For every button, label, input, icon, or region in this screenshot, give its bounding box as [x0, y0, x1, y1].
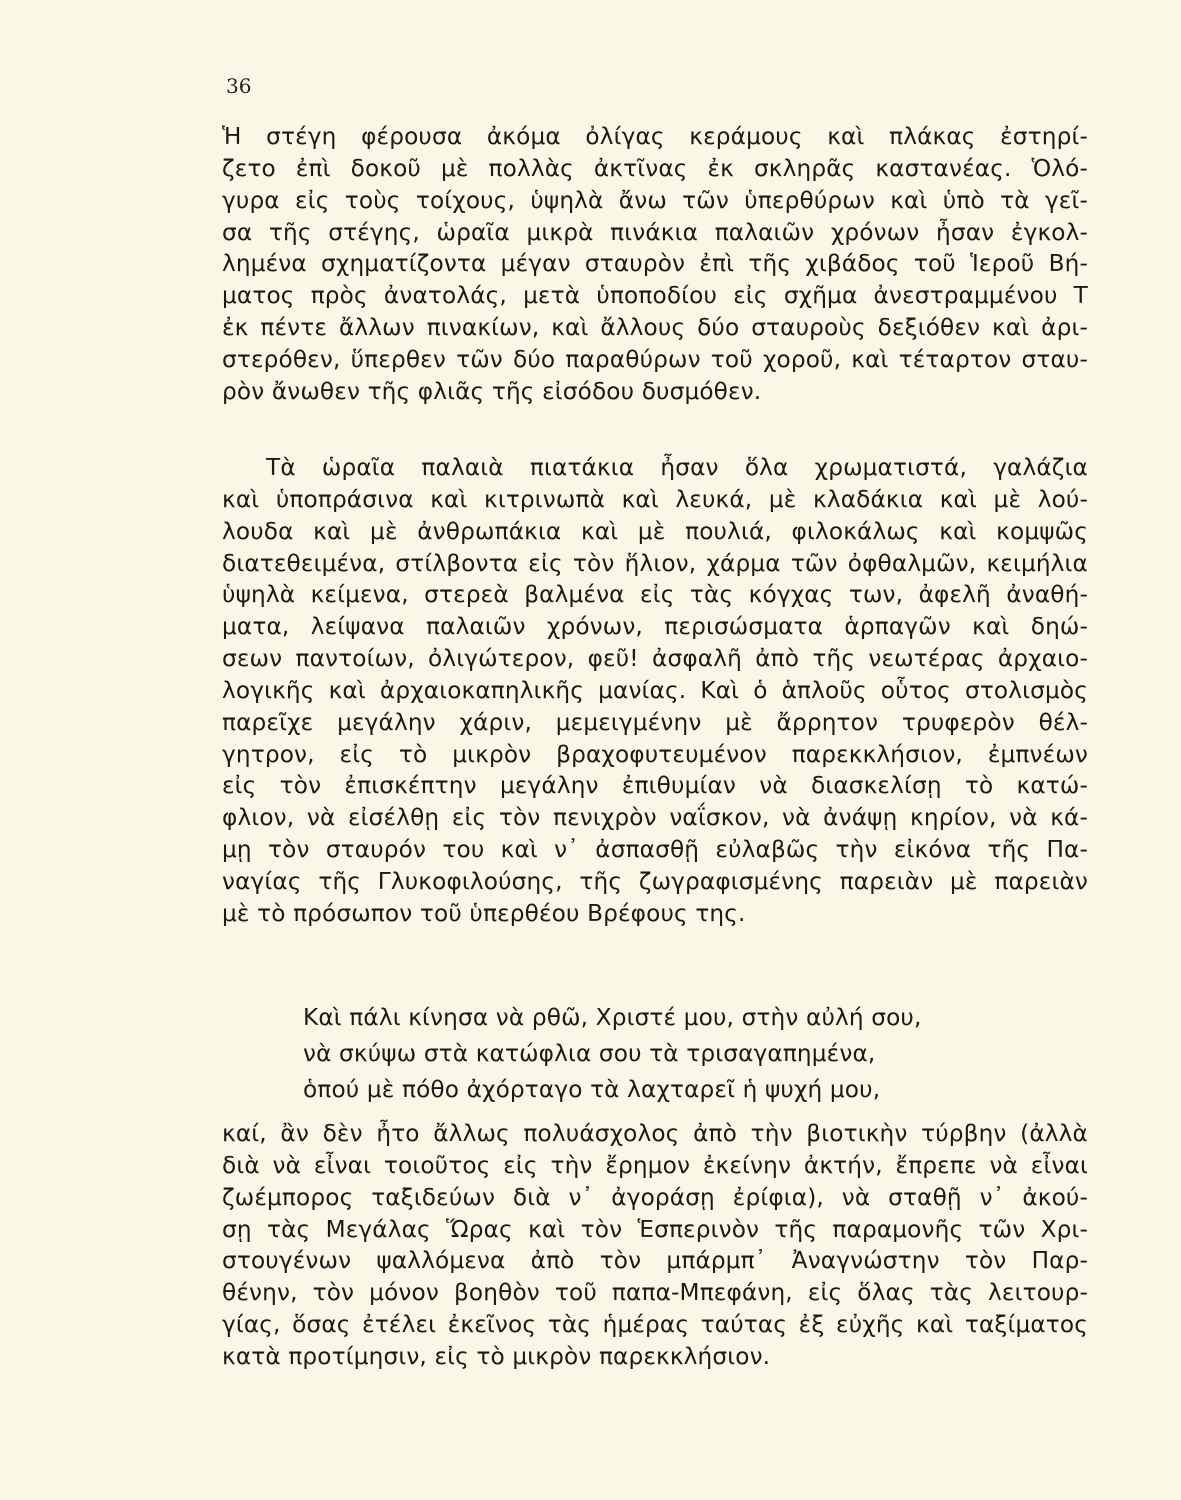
verse-line: ὁπού μὲ πόθο ἀχόρταγο τὰ λαχταρεῖ ἡ ψυχή μου, — [303, 1076, 881, 1103]
text-line: ὑψηλὰ κείμενα, στερεὰ βαλμένα εἰς τὰς κόγχας των, ἀφελῆ ἀναθή- — [222, 581, 1088, 609]
text-line: λουδα καὶ μὲ ἀνθρωπάκια καὶ μὲ πουλιά, φιλοκάλως καὶ κομψῶς — [222, 517, 1088, 545]
page-number: 36 — [226, 74, 252, 98]
text-line: εἰς τὸν ἐπισκέπτην μεγάλην ἐπιθυμίαν νὰ διασκελίσῃ τὸ κατώ- — [222, 772, 1088, 800]
text-line: θένην, τὸν μόνον βοηθὸν τοῦ παπα-Μπεφάνη, εἰς ὅλας τὰς λειτουρ- — [222, 1279, 1088, 1307]
verse-line: Καὶ πάλι κίνησα νὰ ρθῶ, Χριστέ μου, στὴν αὐλή σου, — [303, 1004, 922, 1031]
text-line: σῃ τὰς Μεγάλας Ὥρας καὶ τὸν Ἑσπερινὸν τῆς παραμονῆς τῶν Χρι- — [222, 1215, 1088, 1243]
text-line: παρεῖχε μεγάλην χάριν, μεμειγμένην μὲ ἄρρητον τρυφερὸν θέλ- — [222, 708, 1088, 736]
text-line: φλιον, νὰ εἰσέλθῃ εἰς τὸν πενιχρὸν ναΐσκον, νὰ ἀνάψῃ κηρίον, νὰ κά- — [222, 804, 1088, 832]
text-line: λημένα σχηματίζοντα μέγαν σταυρὸν ἐπὶ τῆς χιβάδος τοῦ Ἱεροῦ Βή- — [222, 250, 1088, 278]
text-line: στερόθεν, ὕπερθεν τῶν δύο παραθύρων τοῦ χοροῦ, καὶ τέταρτον σταυ- — [222, 345, 1088, 373]
text-line: σα τῆς στέγης, ὡραῖα μικρὰ πινάκια παλαιῶν χρόνων ἦσαν ἐγκολ- — [222, 218, 1088, 246]
paragraph-3 — [222, 1118, 1088, 1373]
text-line: ζετο ἐπὶ δοκοῦ μὲ πολλὰς ἀκτῖνας ἐκ σκληρᾶς καστανέας. Ὁλό- — [222, 154, 1088, 182]
text-line: στουγένων ψαλλόμενα ἀπὸ τὸν μπάρμπ᾿ Ἀναγνώστην τὸν Παρ- — [222, 1247, 1088, 1275]
text-line: μὲ τὸ πρόσωπον τοῦ ὑπερθέου Βρέφους της. — [222, 899, 746, 927]
text-line: γητρον, εἰς τὸ μικρὸν βραχοφυτευμένον παρεκκλήσιον, ἐμπνέων — [222, 740, 1088, 768]
text-line: καὶ ὑποπράσινα καὶ κιτρινωπὰ καὶ λευκά, μὲ κλαδάκια καὶ μὲ λού- — [222, 485, 1088, 513]
text-line: ρὸν ἄνωθεν τῆς φλιᾶς τῆς εἰσόδου δυσμόθεν. — [222, 377, 762, 405]
text-line: Ἡ στέγη φέρουσα ἀκόμα ὀλίγας κεράμους καὶ πλάκας ἐστηρί- — [222, 123, 1088, 150]
text-line: μῃ τὸν σταυρόν του καὶ ν᾿ ἀσπασθῇ εὐλαβῶς τὴν εἰκόνα τῆς Πα- — [222, 836, 1088, 864]
text-line: γίας, ὅσας ἐτέλει ἐκεῖνος τὰς ἡμέρας ταύτας ἐξ εὐχῆς καὶ ταξίματος — [222, 1311, 1088, 1339]
text-line: καί, ἂν δὲν ἦτο ἄλλως πολυάσχολος ἀπὸ τὴν βιοτικὴν τύρβην (ἀλλὰ — [222, 1120, 1088, 1147]
text-line: σεων παντοίων, ὀλιγώτερον, φεῦ! ἀσφαλῆ ἀπὸ τῆς νεωτέρας ἀρχαιο- — [222, 645, 1088, 673]
text-line: ναγίας τῆς Γλυκοφιλούσης, τῆς ζωγραφισμένης παρειὰν μὲ παρειὰν — [222, 867, 1088, 895]
text-line: διατεθειμένα, στίλβοντα εἰς τὸν ἥλιον, χάρμα τῶν ὀφθαλμῶν, κειμήλια — [222, 549, 1088, 577]
text-line: ματος πρὸς ἀνατολάς, μετὰ ὑποποδίου εἰς σχῆμα ἀνεστραμμένου Τ — [222, 282, 1088, 310]
text-line: ματα, λείψανα παλαιῶν χρόνων, περισώσματα ἁρπαγῶν καὶ δηώ- — [222, 613, 1088, 641]
paragraph-2 — [222, 452, 1088, 930]
text-line: κατὰ προτίμησιν, εἰς τὸ μικρὸν παρεκκλήσιον. — [222, 1342, 771, 1370]
verse-line: νὰ σκύψω στὰ κατώφλια σου τὰ τρισαγαπημένα, — [303, 1040, 876, 1067]
text-line: λογικῆς καὶ ἀρχαιοκαπηλικῆς μανίας. Καὶ ὁ ἁπλοῦς οὗτος στολισμὸς — [222, 676, 1088, 704]
text-line: γυρα εἰς τοὺς τοίχους, ὑψηλὰ ἄνω τῶν ὑπερθύρων καὶ ὑπὸ τὰ γεῖ- — [222, 186, 1088, 214]
paragraph-1 — [222, 121, 1088, 408]
verse-quote — [303, 1000, 1023, 1108]
text-line: ζωέμπορος ταξιδεύων διὰ ν᾿ ἀγοράσῃ ἐρίφια), νὰ σταθῇ ν᾿ ἀκού- — [222, 1183, 1088, 1211]
text-line: Τὰ ὡραῖα παλαιὰ πιατάκια ἦσαν ὅλα χρωματιστά, γαλάζια — [266, 454, 1088, 481]
text-line: διὰ νὰ εἶναι τοιοῦτος εἰς τὴν ἔρημον ἐκείνην ἀκτήν, ἔπρεπε νὰ εἶναι — [222, 1151, 1088, 1179]
text-line: ἐκ πέντε ἄλλων πινακίων, καὶ ἄλλους δύο σταυροὺς δεξιόθεν καὶ ἀρι- — [222, 314, 1088, 342]
